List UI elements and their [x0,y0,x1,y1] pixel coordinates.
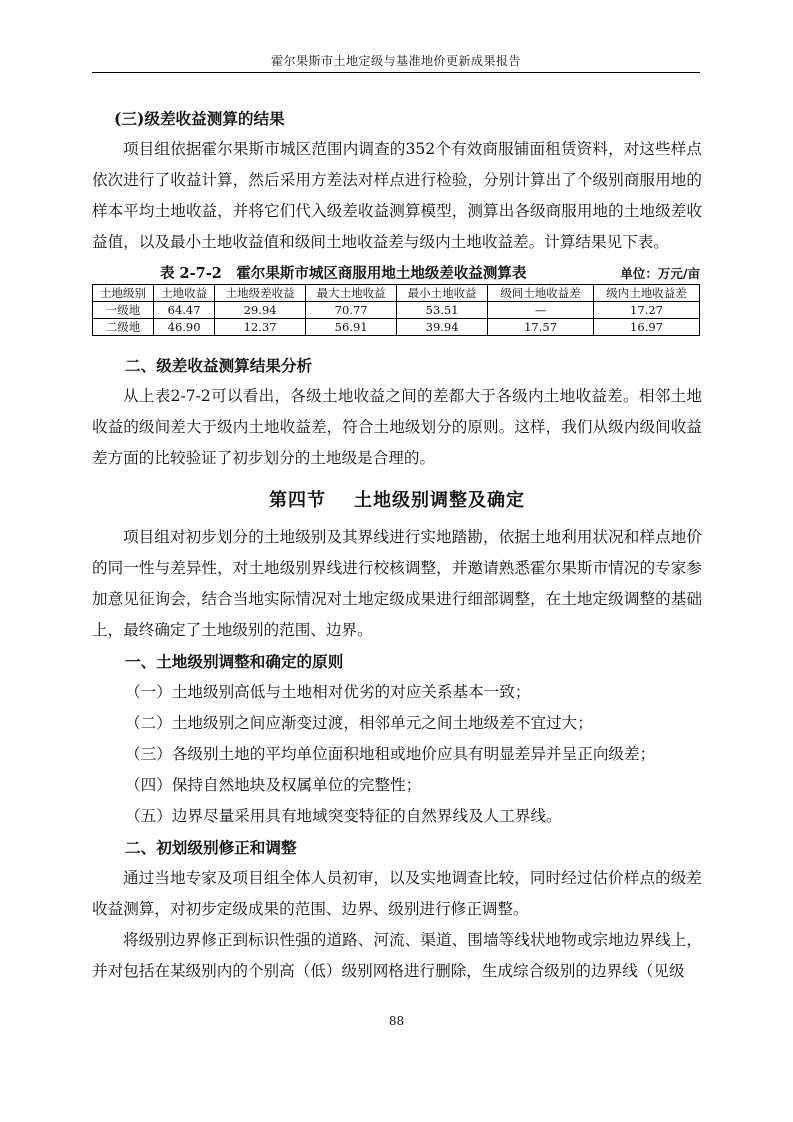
table-cell: 70.77 [306,302,397,319]
list-item: （一）土地级别高低与土地相对优劣的对应关系基本一致； [125,683,531,701]
list-item: （三）各级别土地的平均单位面积地租或地价应具有明显差异并呈正向级差； [125,745,656,763]
section-number: 第四节 [269,490,326,511]
analysis-paragraph: 从上表2-7-2可以看出，各级土地收益之间的差都大于各级内土地收益差。相邻土地收益的级间差大于级内土地收益差，符合土地级划分的原则。这样，我们从级内级间收益差方面的比较验证了初步划分的土地级是合理的。 [92,387,702,467]
section-heading [92,484,702,518]
page-body [92,103,702,987]
subsection-heading-analysis: 二、级差收益测算结果分析 [125,356,313,375]
table-cell: — [488,302,594,319]
running-header: 霍尔果斯市土地定级与基准地价更新成果报告 [270,54,521,68]
table-cell: 一级地 [93,302,154,319]
table-cell: 46.90 [154,319,215,336]
subsection-heading-principles: 一、土地级别调整和确定的原则 [125,652,344,671]
table-cell: 16.97 [594,319,700,336]
table-header-cell: 级间土地收益差 [488,285,594,302]
table-row [93,319,700,336]
section-intro-paragraph: 项目组对初步划分的土地级别及其界线进行实地踏勘，依据土地利用状况和样点地价的同一性与差异性，对土地级别界线进行校核调整，并邀请熟悉霍尔果斯市情况的专家参加意见征询会，结合当地实际情况对土地定级成果进行细部调整，在土地定级调整的基础上，最终确定了土地级别的范围、边界。 [92,528,702,639]
table-row [93,302,700,319]
table-header-cell: 最大土地收益 [306,285,397,302]
table-header-row [93,285,700,302]
table-cell: 64.47 [154,302,215,319]
table-caption-row [92,260,702,284]
page-number: 88 [388,1014,405,1028]
table-caption: 表 2-7-2 霍尔果斯市城区商服用地土地级差收益测算表 [160,265,527,282]
table-cell: 39.94 [397,319,488,336]
table-header-cell: 最小土地收益 [397,285,488,302]
subsection-heading-results: (三)级差收益测算的结果 [114,109,285,128]
table-cell: 29.94 [215,302,306,319]
revision-paragraph-2: 将级别边界修正到标识性强的道路、河流、渠道、围墙等线状地物或宗地边界线上，并对包括在某级别内的个别高（低）级别网格进行删除，生成综合级别的边界线（见级 [92,931,702,980]
table-cell: 17.27 [594,302,700,319]
subsection-heading-revision: 二、初划级别修正和调整 [125,838,297,857]
table-header-cell: 级内土地收益差 [594,285,700,302]
differential-income-table [92,284,700,336]
table-cell: 56.91 [306,319,397,336]
table-header-cell: 土地级别 [93,285,154,302]
table-unit: 单位：万元/亩 [620,266,700,281]
list-item: （四）保持自然地块及权属单位的完整性； [125,776,422,794]
table-cell: 12.37 [215,319,306,336]
table-cell: 二级地 [93,319,154,336]
header-rule [92,72,700,73]
section-title: 土地级别调整及确定 [354,490,525,511]
table-cell: 53.51 [397,302,488,319]
table-header-cell: 土地级差收益 [215,285,306,302]
table-header-cell: 土地收益 [154,285,215,302]
results-paragraph: 项目组依据霍尔果斯市城区范围内调查的352个有效商服铺面租赁资料，对这些样点依次进行了收益计算，然后采用方差法对样点进行检验，分别计算出了个级别商服用地的样本平均土地收益，并将它们代入级差收益测算模型，测算出各级商服用地的土地级差收益值，以及最小土地收益值和级间土地收益差与级内土地收益差。计算结果见下表。 [92,140,702,251]
list-item: （二）土地级别之间应渐变过渡，相邻单元之间土地级差不宜过大； [125,714,593,732]
list-item: （五）边界尽量采用具有地域突变特征的自然界线及人工界线。 [125,807,562,825]
revision-paragraph-1: 通过当地专家及项目组全体人员初审，以及实地调查比较，同时经过估价样点的级差收益测算，对初步定级成果的范围、边界、级别进行修正调整。 [92,869,702,918]
table-cell: 17.57 [488,319,594,336]
